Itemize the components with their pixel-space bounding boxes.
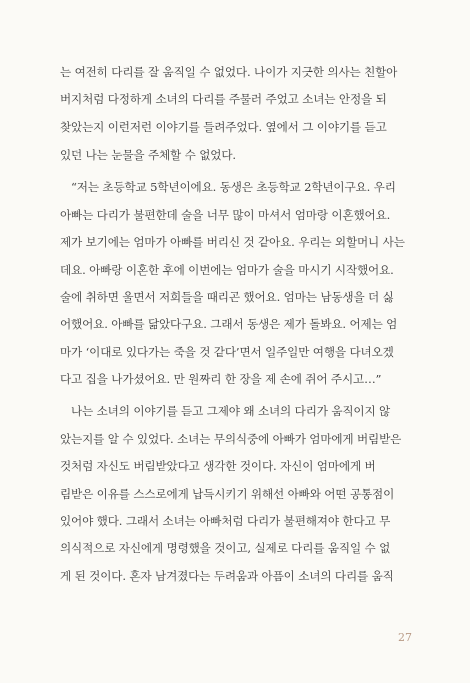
- text-line: 마가 ‘이대로 있다가는 죽을 것 같다’면서 일주일만 여행을 다녀오겠: [60, 345, 394, 359]
- text-line: 게 된 것이다. 혼자 남겨졌다는 두려움과 아픔이 소녀의 다리를 움직: [60, 569, 394, 583]
- text-line: 나는 소녀의 이야기를 듣고 그제야 왜 소녀의 다리가 움직이지 않: [71, 404, 391, 418]
- page-number: 27: [398, 631, 412, 644]
- text-line: 데요. 아빠랑 이혼한 후에 이번에는 엄마가 술을 마시기 시작했어요.: [60, 263, 394, 277]
- text-line: 의식적으로 자신에게 명령했을 것이고, 실제로 다리를 움직일 수 없: [60, 541, 391, 555]
- text-line: 림받은 이유를 스스로에게 납득시키기 위해선 아빠와 어떤 공통점이: [60, 487, 395, 501]
- text-line: 제가 보기에는 엄마가 아빠를 버리신 것 같아요. 우리는 외할머니 사는: [60, 235, 405, 249]
- text-line: 것처럼 자신도 버림받았다고 생각한 것이다. 자신이 엄마에게 버: [60, 459, 376, 473]
- text-line: 는 여전히 다리를 잘 움직일 수 없었다. 나이가 지긋한 의사는 친할아: [60, 65, 398, 79]
- text-line: 술에 취하면 울면서 저희들을 때리곤 했어요. 엄마는 남동생을 더 싫: [60, 290, 394, 304]
- text-line: 어했어요. 아빠를 닮았다구요. 그래서 동생은 제가 돌봐요. 어제는 엄: [60, 317, 398, 331]
- text-line: 있던 나는 눈물을 주체할 수 없었다.: [60, 148, 236, 162]
- text-line: 다고 집을 나가셨어요. 만 원짜리 한 장을 제 손에 쥐어 주시고…”: [60, 372, 382, 386]
- text-line: “저는 초등학교 5학년이에요. 동생은 초등학교 2학년이구요. 우리: [71, 180, 396, 194]
- text-line: 았는지를 알 수 있었다. 소녀는 무의식중에 아빠가 엄마에게 버림받은: [60, 432, 402, 446]
- text-line: 있어야 했다. 그래서 소녀는 아빠처럼 다리가 불편해져야 한다고 무: [60, 514, 391, 528]
- text-line: 버지처럼 다정하게 소녀의 다리를 주물러 주었고 소녀는 안정을 되: [60, 92, 387, 106]
- text-line: 아빠는 다리가 불편한데 술을 너무 많이 마셔서 엄마랑 이혼했어요.: [60, 208, 391, 222]
- text-line: 찾았는지 이런저런 이야기를 들려주었다. 옆에서 그 이야기를 듣고: [60, 120, 387, 134]
